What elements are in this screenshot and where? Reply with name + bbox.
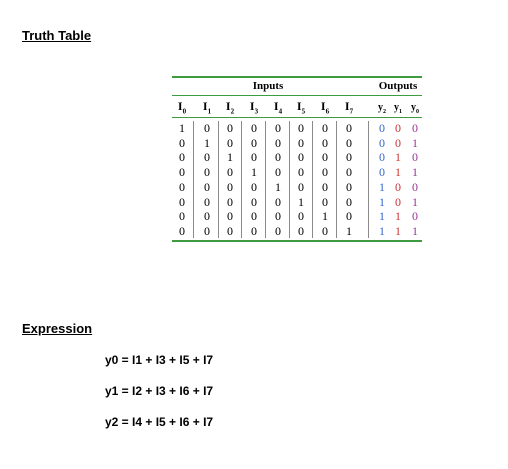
output-cell: 0 bbox=[412, 209, 418, 224]
input-cell: 0 bbox=[275, 194, 281, 209]
output-cell: 1 bbox=[395, 150, 401, 165]
header-subscript: 0 bbox=[182, 107, 187, 116]
input-cell: 0 bbox=[179, 209, 185, 224]
output-cell: 1 bbox=[379, 223, 385, 238]
input-header-3 bbox=[250, 99, 258, 115]
expression-y2: y2 = I4 + I5 + I6 + I7 bbox=[105, 415, 214, 429]
input-cell: 0 bbox=[322, 223, 328, 238]
input-header-0 bbox=[178, 99, 186, 115]
header-subscript: 1 bbox=[399, 109, 402, 115]
input-cell: 0 bbox=[204, 165, 210, 180]
input-cell: 0 bbox=[227, 179, 233, 194]
header-letter: I bbox=[296, 99, 302, 113]
input-cell: 0 bbox=[227, 165, 233, 180]
header-letter: y bbox=[378, 102, 383, 113]
output-cell: 1 bbox=[379, 179, 385, 194]
input-cell: 1 bbox=[204, 135, 210, 150]
input-cell: 0 bbox=[204, 194, 210, 209]
table-group-rule bbox=[172, 95, 422, 96]
input-cell: 0 bbox=[179, 165, 185, 180]
table-header-rule bbox=[172, 117, 422, 118]
column-separator bbox=[218, 121, 219, 238]
output-cell: 0 bbox=[412, 121, 418, 135]
input-cell: 1 bbox=[251, 165, 257, 180]
input-cell: 0 bbox=[298, 121, 304, 135]
input-cell: 0 bbox=[298, 209, 304, 224]
output-header-1 bbox=[394, 102, 402, 115]
header-subscript: 6 bbox=[325, 107, 330, 116]
output-cell: 1 bbox=[395, 223, 401, 238]
input-cell: 1 bbox=[298, 194, 304, 209]
output-cell: 1 bbox=[379, 194, 385, 209]
header-subscript: 7 bbox=[349, 107, 354, 116]
input-cell: 0 bbox=[346, 194, 352, 209]
input-cell: 0 bbox=[251, 179, 257, 194]
input-cell: 0 bbox=[179, 179, 185, 194]
input-cell: 0 bbox=[179, 135, 185, 150]
input-cell: 0 bbox=[179, 150, 185, 165]
truth-table-heading: Truth Table bbox=[22, 28, 92, 43]
table-bottom-rule bbox=[172, 240, 422, 242]
header-letter: I bbox=[177, 99, 183, 113]
column-separator bbox=[336, 121, 337, 238]
input-cell: 0 bbox=[251, 209, 257, 224]
inputs-group-label: Inputs bbox=[252, 80, 284, 92]
input-cell: 0 bbox=[298, 150, 304, 165]
input-cell: 1 bbox=[322, 209, 328, 224]
input-cell: 0 bbox=[204, 223, 210, 238]
input-header-1 bbox=[203, 99, 211, 115]
input-cell: 1 bbox=[179, 121, 185, 135]
input-cell: 0 bbox=[275, 209, 281, 224]
input-cell: 0 bbox=[275, 165, 281, 180]
expression-y0: y0 = I1 + I3 + I5 + I7 bbox=[105, 353, 214, 367]
input-cell: 0 bbox=[251, 150, 257, 165]
input-cell: 0 bbox=[251, 135, 257, 150]
output-cell: 0 bbox=[395, 194, 401, 209]
output-cell: 1 bbox=[379, 209, 385, 224]
output-cell: 1 bbox=[412, 165, 418, 180]
input-cell: 0 bbox=[251, 121, 257, 135]
input-cell: 1 bbox=[227, 150, 233, 165]
input-cell: 0 bbox=[346, 179, 352, 194]
input-cell: 0 bbox=[204, 121, 210, 135]
input-cell: 0 bbox=[298, 179, 304, 194]
input-cell: 0 bbox=[346, 150, 352, 165]
output-cell: 1 bbox=[412, 223, 418, 238]
input-cell: 0 bbox=[275, 223, 281, 238]
input-header-4 bbox=[274, 99, 282, 115]
header-subscript: 3 bbox=[254, 107, 259, 116]
input-header-2 bbox=[226, 99, 234, 115]
output-cell: 1 bbox=[412, 135, 418, 150]
header-letter: y bbox=[394, 102, 399, 113]
header-subscript: 1 bbox=[207, 107, 212, 116]
output-cell: 0 bbox=[395, 135, 401, 150]
input-cell: 0 bbox=[322, 165, 328, 180]
input-cell: 0 bbox=[346, 135, 352, 150]
input-cell: 0 bbox=[346, 209, 352, 224]
header-letter: I bbox=[344, 99, 350, 113]
input-cell: 0 bbox=[322, 150, 328, 165]
input-cell: 0 bbox=[322, 194, 328, 209]
output-cell: 0 bbox=[395, 179, 401, 194]
output-cell: 0 bbox=[379, 121, 385, 135]
column-separator bbox=[193, 121, 194, 238]
header-subscript: 2 bbox=[230, 107, 235, 116]
output-cell: 0 bbox=[379, 150, 385, 165]
outputs-group-label: Outputs bbox=[378, 80, 418, 92]
input-cell: 0 bbox=[275, 121, 281, 135]
input-cell: 0 bbox=[204, 150, 210, 165]
header-subscript: 4 bbox=[278, 107, 283, 116]
header-letter: y bbox=[411, 102, 416, 113]
table-top-rule bbox=[172, 76, 422, 78]
output-cell: 1 bbox=[395, 165, 401, 180]
column-separator bbox=[312, 121, 313, 238]
input-header-7 bbox=[345, 99, 353, 115]
header-letter: I bbox=[225, 99, 231, 113]
input-header-6 bbox=[321, 99, 329, 115]
input-cell: 0 bbox=[322, 121, 328, 135]
input-cell: 0 bbox=[346, 165, 352, 180]
input-header-5 bbox=[297, 99, 305, 115]
input-cell: 0 bbox=[227, 209, 233, 224]
header-letter: I bbox=[273, 99, 279, 113]
header-subscript: 5 bbox=[301, 107, 306, 116]
input-cell: 0 bbox=[251, 194, 257, 209]
input-cell: 0 bbox=[298, 165, 304, 180]
input-cell: 1 bbox=[275, 179, 281, 194]
input-cell: 0 bbox=[275, 150, 281, 165]
input-cell: 0 bbox=[227, 223, 233, 238]
header-letter: I bbox=[320, 99, 326, 113]
output-header-2 bbox=[411, 102, 419, 115]
input-cell: 0 bbox=[251, 223, 257, 238]
output-cell: 0 bbox=[379, 135, 385, 150]
input-cell: 0 bbox=[275, 135, 281, 150]
input-cell: 0 bbox=[346, 121, 352, 135]
column-separator bbox=[241, 121, 242, 238]
output-cell: 0 bbox=[412, 150, 418, 165]
output-cell: 0 bbox=[379, 165, 385, 180]
output-cell: 1 bbox=[412, 194, 418, 209]
input-cell: 0 bbox=[227, 194, 233, 209]
column-separator bbox=[368, 121, 369, 238]
input-cell: 0 bbox=[298, 135, 304, 150]
input-cell: 0 bbox=[204, 209, 210, 224]
input-cell: 0 bbox=[322, 135, 328, 150]
column-separator bbox=[289, 121, 290, 238]
expression-heading: Expression bbox=[22, 321, 93, 336]
header-subscript: 2 bbox=[383, 109, 386, 115]
input-cell: 0 bbox=[298, 223, 304, 238]
header-letter: I bbox=[249, 99, 255, 113]
column-separator bbox=[265, 121, 266, 238]
input-cell: 0 bbox=[179, 194, 185, 209]
output-cell: 0 bbox=[412, 179, 418, 194]
input-cell: 0 bbox=[204, 179, 210, 194]
output-cell: 1 bbox=[395, 209, 401, 224]
input-cell: 0 bbox=[227, 135, 233, 150]
header-letter: I bbox=[202, 99, 208, 113]
output-header-0 bbox=[378, 102, 386, 115]
input-cell: 0 bbox=[322, 179, 328, 194]
input-cell: 1 bbox=[346, 223, 352, 238]
output-cell: 0 bbox=[395, 121, 401, 135]
expression-y1: y1 = I2 + I3 + I6 + I7 bbox=[105, 384, 214, 398]
input-cell: 0 bbox=[227, 121, 233, 135]
header-subscript: 0 bbox=[416, 109, 419, 115]
input-cell: 0 bbox=[179, 223, 185, 238]
